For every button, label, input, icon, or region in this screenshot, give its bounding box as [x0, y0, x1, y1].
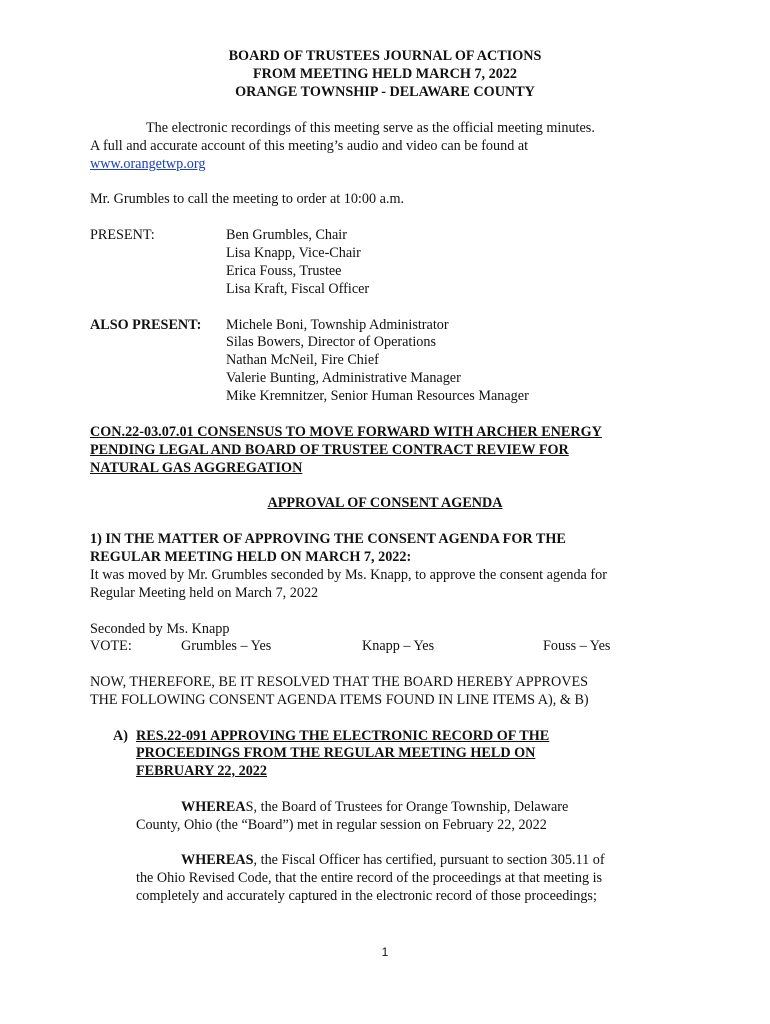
vote-knapp: Knapp – Yes [362, 638, 435, 654]
consensus-line3: NATURAL GAS AGGREGATION [90, 460, 303, 476]
present-member: Lisa Kraft, Fiscal Officer [226, 281, 370, 297]
consensus-line1: CON.22-03.07.01 CONSENSUS TO MOVE FORWARD WITH ARCHER ENERGY [90, 424, 602, 440]
also-present-label: ALSO PRESENT: [90, 317, 202, 333]
present-member: Lisa Knapp, Vice-Chair [226, 245, 361, 261]
present-member: Ben Grumbles, Chair [226, 227, 347, 243]
whereas1-line1 [181, 798, 634, 816]
also-present-member: Silas Bowers, Director of Operations [226, 334, 437, 350]
call-to-order: Mr. Grumbles to call the meeting to order at 10:00 a.m. [90, 191, 405, 207]
item1-body-line2: Regular Meeting held on March 7, 2022 [90, 585, 319, 601]
vote-fouss: Fouss – Yes [543, 638, 611, 654]
item1-body-line1: It was moved by Mr. Grumbles seconded by Ms. Knapp, to approve the consent agenda for [90, 567, 607, 583]
website-link[interactable]: www.orangetwp.org [90, 156, 206, 172]
consent-agenda-heading: APPROVAL OF CONSENT AGENDA [267, 495, 503, 511]
present-member: Erica Fouss, Trustee [226, 263, 342, 279]
also-present-member: Michele Boni, Township Administrator [226, 317, 449, 333]
also-present-member: Nathan McNeil, Fire Chief [226, 352, 379, 368]
header-title-line2: FROM MEETING HELD MARCH 7, 2022 [252, 66, 518, 82]
intro-line1: The electronic recordings of this meeting serve as the official meeting minutes. [146, 120, 595, 136]
intro-line2: A full and accurate account of this meeting’s audio and video can be found at [90, 138, 529, 154]
whereas2-line3: completely and accurately captured in the electronic record of those proceedings; [136, 888, 597, 904]
itemA-marker: A) [113, 728, 128, 744]
itemA-title-line1: RES.22-091 APPROVING THE ELECTRONIC RECORD OF THE [136, 728, 550, 744]
consensus-line2: PENDING LEGAL AND BOARD OF TRUSTEE CONTRACT REVIEW FOR [90, 442, 569, 458]
itemA-title-line2: PROCEEDINGS FROM THE REGULAR MEETING HELD ON [136, 745, 536, 761]
seconded-by: Seconded by Ms. Knapp [90, 621, 230, 637]
header-title-line1: BOARD OF TRUSTEES JOURNAL OF ACTIONS [228, 48, 542, 64]
also-present-member: Mike Kremnitzer, Senior Human Resources Manager [226, 388, 529, 404]
whereas1-rest: S, the Board of Trustees for Orange Township, Delaware [245, 799, 569, 815]
whereas2-line1 [181, 851, 605, 869]
itemA-title-line3: FEBRUARY 22, 2022 [136, 763, 267, 779]
item1-title-line1: 1) IN THE MATTER OF APPROVING THE CONSENT AGENDA FOR THE [90, 531, 566, 547]
resolved-line1: NOW, THEREFORE, BE IT RESOLVED THAT THE BOARD HEREBY APPROVES [90, 674, 589, 690]
whereas2-lead: WHEREAS [181, 852, 254, 868]
whereas1-line2: County, Ohio (the “Board”) met in regular session on February 22, 2022 [136, 817, 547, 833]
resolved-line2: THE FOLLOWING CONSENT AGENDA ITEMS FOUND IN LINE ITEMS A), & B) [90, 692, 589, 708]
item1-title-line2: REGULAR MEETING HELD ON MARCH 7, 2022: [90, 549, 412, 565]
vote-grumbles: Grumbles – Yes [181, 638, 272, 654]
whereas1-lead: WHEREA [181, 799, 246, 815]
present-label: PRESENT: [90, 227, 155, 243]
whereas2-rest: , the Fiscal Officer has certified, pursuant to section 305.11 of [253, 852, 605, 868]
also-present-member: Valerie Bunting, Administrative Manager [226, 370, 461, 386]
whereas2-line2: the Ohio Revised Code, that the entire record of the proceedings at that meeting is [136, 870, 603, 886]
vote-label: VOTE: [90, 638, 132, 654]
page-number: 1 [381, 945, 389, 959]
header-title-line3: ORANGE TOWNSHIP - DELAWARE COUNTY [235, 84, 535, 100]
